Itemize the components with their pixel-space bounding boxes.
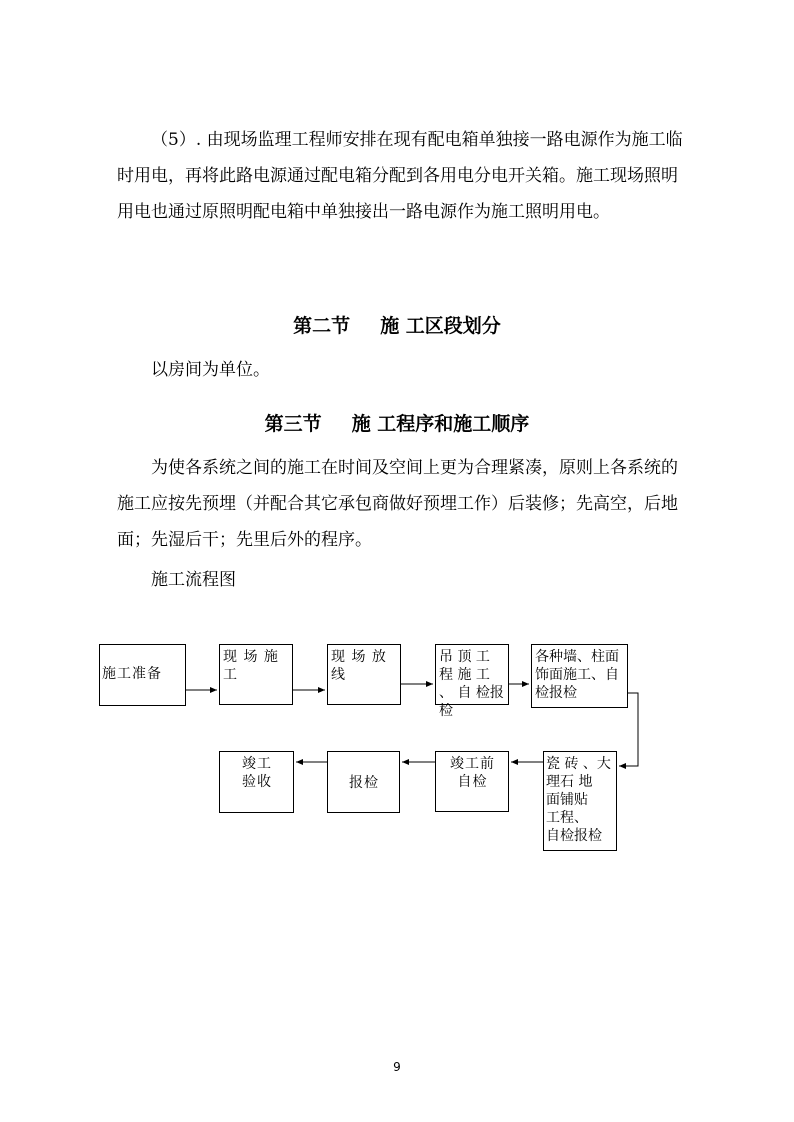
paragraph-construction-order: 为使各系统之间的施工在时间及空间上更为合理紧凑，原则上各系统的施工应按先预埋（并配合其它承包商做好预埋工作）后装修；先高空，后地面；先湿后干；先里后外的程序。	[117, 458, 678, 550]
flow-box-tile-line-3: 面铺贴	[546, 792, 588, 808]
flow-box-site-construction: 现 场 施 工	[219, 644, 293, 705]
flow-box-tile-line-5: 自检报检	[546, 828, 602, 844]
flow-box-tile-line-2: 理石 地	[546, 774, 593, 790]
heading-section-2-title: 施 工区段划分	[380, 315, 501, 337]
flow-box-precheck-line-1: 竣工前	[450, 756, 495, 772]
heading-section-3-title: 施 工程序和施工顺序	[351, 413, 530, 435]
flow-box-wall-finish: 各种墙、柱面饰面施工、自检报检	[531, 644, 628, 708]
flow-box-precheck-line-2: 自检	[457, 774, 488, 790]
flow-box-acceptance-line-1: 竣工	[242, 756, 272, 772]
flow-box-acceptance-line-2: 验收	[242, 774, 272, 790]
flow-box-report-inspection: 报检	[327, 751, 400, 813]
paragraph-flowchart-caption: 施工流程图	[151, 570, 236, 590]
flow-box-pre-completion-check	[435, 751, 509, 812]
heading-section-3-number: 第三节	[264, 413, 322, 435]
flow-box-ceiling: 吊 顶 工 程 施 工 、 自 检报检	[435, 644, 509, 705]
page-number: 9	[393, 1060, 401, 1074]
heading-section-2-number: 第二节	[293, 315, 351, 337]
flow-box-site-layout: 现 场 放 线	[327, 644, 401, 705]
paragraph-room-unit: 以房间为单位。	[151, 360, 270, 380]
flow-box-tile-line-4: 工程、	[546, 810, 588, 826]
flow-box-preparation: 施工准备	[99, 644, 186, 706]
paragraph-power-supply: （5）. 由现场监理工程师安排在现有配电箱单独接一路电源作为施工临时用电，再将此路电源通过配电箱分配到各用电分电开关箱。施工现场照明用电也通过原照明配电箱中单独接出一路电源作为施工照明用电。	[117, 130, 683, 222]
flow-box-completion-acceptance	[219, 751, 294, 813]
flow-box-tile-line-1: 瓷 砖 、大	[546, 756, 611, 772]
flow-box-tile-paving	[543, 751, 617, 851]
